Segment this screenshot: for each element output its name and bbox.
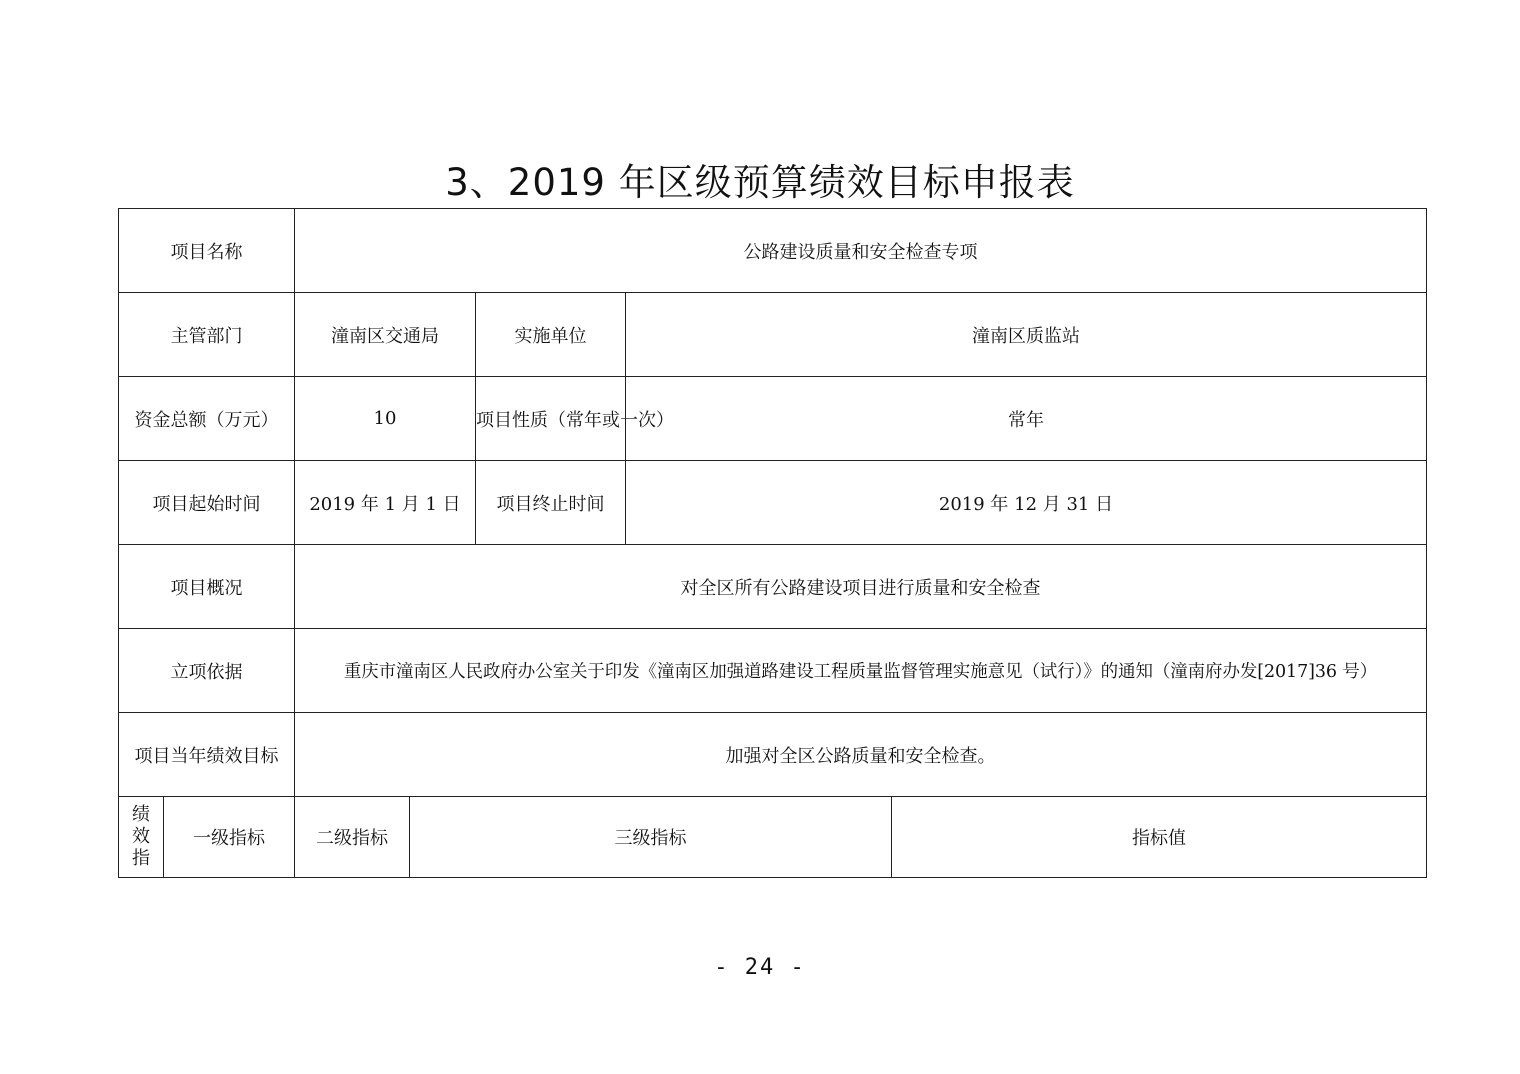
page-title: 3、2019 年区级预算绩效目标申报表 bbox=[445, 161, 1075, 204]
project-nature-value: 常年 bbox=[626, 377, 1427, 461]
implementing-unit-value: 潼南区质监站 bbox=[626, 293, 1427, 377]
annual-goal-label: 项目当年绩效目标 bbox=[119, 713, 295, 797]
end-time-value: 2019 年 12 月 31 日 bbox=[626, 461, 1427, 545]
end-time-label: 项目终止时间 bbox=[476, 461, 626, 545]
row-overview bbox=[119, 545, 1427, 629]
project-name-label: 项目名称 bbox=[119, 209, 295, 293]
row-basis bbox=[119, 629, 1427, 713]
basis-value: 重庆市潼南区人民政府办公室关于印发《潼南区加强道路建设工程质量监督管理实施意见（试行）》的通知（潼南府办发[2017]36 号） bbox=[295, 629, 1427, 713]
row-annual-goal bbox=[119, 713, 1427, 797]
indicator-side-label-cell bbox=[119, 797, 164, 878]
row-time bbox=[119, 461, 1427, 545]
indicator-value-header: 指标值 bbox=[892, 797, 1427, 878]
level1-indicator-header: 一级指标 bbox=[164, 797, 295, 878]
page-number: - 24 - bbox=[714, 955, 806, 980]
row-funds bbox=[119, 377, 1427, 461]
total-funds-value: 10 bbox=[295, 377, 476, 461]
implementing-unit-label: 实施单位 bbox=[476, 293, 626, 377]
indicator-side-label: 绩效指 bbox=[132, 804, 150, 869]
overview-label: 项目概况 bbox=[119, 545, 295, 629]
row-project-name bbox=[119, 209, 1427, 293]
level2-indicator-header: 二级指标 bbox=[295, 797, 410, 878]
performance-goal-table bbox=[118, 208, 1427, 878]
annual-goal-value: 加强对全区公路质量和安全检查。 bbox=[295, 713, 1427, 797]
basis-label: 立项依据 bbox=[119, 629, 295, 713]
level3-indicator-header: 三级指标 bbox=[410, 797, 892, 878]
department-value: 潼南区交通局 bbox=[295, 293, 476, 377]
row-indicator-header bbox=[119, 797, 1427, 878]
start-time-value: 2019 年 1 月 1 日 bbox=[295, 461, 476, 545]
start-time-label: 项目起始时间 bbox=[119, 461, 295, 545]
row-department bbox=[119, 293, 1427, 377]
department-label: 主管部门 bbox=[119, 293, 295, 377]
overview-value: 对全区所有公路建设项目进行质量和安全检查 bbox=[295, 545, 1427, 629]
project-nature-label: 项目性质（常年或一次） bbox=[476, 377, 626, 461]
total-funds-label: 资金总额（万元） bbox=[119, 377, 295, 461]
project-name-value: 公路建设质量和安全检查专项 bbox=[295, 209, 1427, 293]
